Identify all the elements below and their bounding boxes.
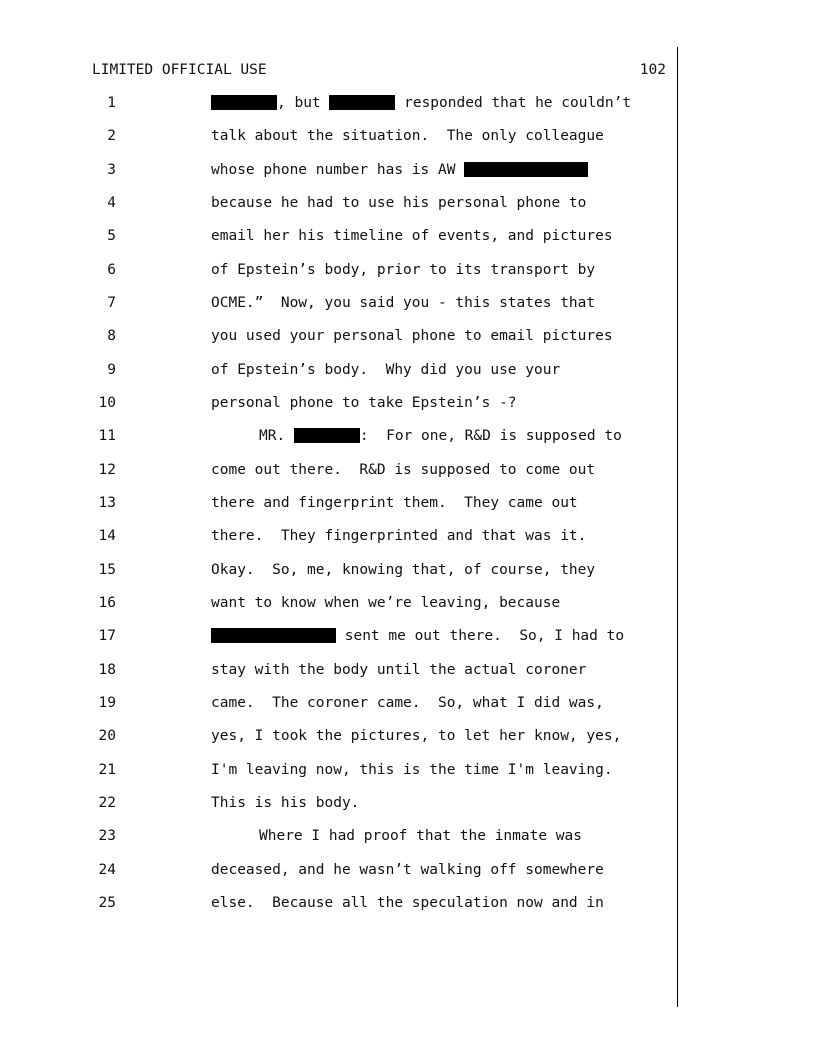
line-number: 5: [107, 228, 116, 244]
transcript-line: [0, 228, 676, 252]
redaction-block: [329, 95, 395, 110]
line-number: 9: [107, 362, 116, 378]
line-number: 11: [98, 428, 116, 444]
transcript-line: [0, 762, 676, 786]
line-text: else. Because all the speculation now and in: [211, 895, 604, 911]
transcript-line: [0, 162, 676, 186]
line-text: [259, 428, 622, 444]
text-segment: : For one, R&D is supposed to: [359, 428, 622, 444]
line-number: 19: [98, 695, 116, 711]
line-number: 12: [98, 462, 116, 478]
transcript-line: [0, 862, 676, 886]
line-text: because he had to use his personal phone to: [211, 195, 587, 211]
transcript-line: [0, 662, 676, 686]
text-segment: sent me out there. So, I had to: [336, 628, 625, 644]
line-number: 25: [98, 895, 116, 911]
line-number: 14: [98, 528, 116, 544]
line-text: [211, 628, 624, 644]
line-text: want to know when we’re leaving, because: [211, 595, 561, 611]
transcript-line: [0, 528, 676, 552]
transcript-line: [0, 895, 676, 919]
line-number: 17: [98, 628, 116, 644]
redaction-block: [211, 95, 277, 110]
right-margin-rule: [677, 47, 678, 1007]
speaker-label: MR.: [259, 428, 294, 444]
line-text: Where I had proof that the inmate was: [259, 828, 583, 844]
line-text: personal phone to take Epstein’s -?: [211, 395, 517, 411]
transcript-line: [0, 828, 676, 852]
transcript-line: [0, 262, 676, 286]
transcript-line: [0, 695, 676, 719]
line-number: 21: [98, 762, 116, 778]
transcript-line: [0, 728, 676, 752]
line-text: talk about the situation. The only colleague: [211, 128, 604, 144]
line-text: come out there. R&D is supposed to come out: [211, 462, 596, 478]
transcript-line: [0, 795, 676, 819]
line-number: 2: [107, 128, 116, 144]
line-number: 7: [107, 295, 116, 311]
line-number: 20: [98, 728, 116, 744]
line-number: 3: [107, 162, 116, 178]
transcript-line: [0, 428, 676, 452]
line-text: Okay. So, me, knowing that, of course, they: [211, 562, 596, 578]
transcript-line: [0, 628, 676, 652]
line-text: deceased, and he wasn’t walking off somewhere: [211, 862, 604, 878]
transcript-line: [0, 128, 676, 152]
transcript-line: [0, 395, 676, 419]
line-text: OCME.” Now, you said you - this states that: [211, 295, 596, 311]
line-number: 6: [107, 262, 116, 278]
line-text: there and fingerprint them. They came out: [211, 495, 578, 511]
text-segment: responded that he couldn’t: [395, 95, 632, 111]
line-number: 10: [98, 395, 116, 411]
line-text: [211, 95, 631, 111]
line-number: 22: [98, 795, 116, 811]
transcript-line: [0, 562, 676, 586]
line-text: I'm leaving now, this is the time I'm leaving.: [211, 762, 613, 778]
line-number: 1: [107, 95, 116, 111]
line-text: came. The coroner came. So, what I did was,: [211, 695, 604, 711]
line-text: of Epstein’s body. Why did you use your: [211, 362, 561, 378]
page-number: 102: [639, 62, 666, 78]
line-text: [211, 162, 588, 178]
line-text: there. They fingerprinted and that was it.: [211, 528, 587, 544]
transcript-line: [0, 462, 676, 486]
line-text: of Epstein’s body, prior to its transport by: [211, 262, 596, 278]
redaction-block: [294, 428, 360, 443]
redaction-block: [211, 628, 336, 643]
line-number: 18: [98, 662, 116, 678]
line-text: This is his body.: [211, 795, 360, 811]
line-number: 13: [98, 495, 116, 511]
line-number: 24: [98, 862, 116, 878]
line-number: 4: [107, 195, 116, 211]
redaction-block: [464, 162, 588, 177]
line-number: 16: [98, 595, 116, 611]
text-segment: , but: [277, 95, 330, 111]
transcript-line: [0, 95, 676, 119]
transcript-line: [0, 595, 676, 619]
line-text: stay with the body until the actual coroner: [211, 662, 587, 678]
transcript-line: [0, 495, 676, 519]
transcript-line: [0, 195, 676, 219]
line-text: you used your personal phone to email pictures: [211, 328, 613, 344]
line-number: 8: [107, 328, 116, 344]
transcript-line: [0, 362, 676, 386]
line-number: 15: [98, 562, 116, 578]
line-text: yes, I took the pictures, to let her know, yes,: [211, 728, 622, 744]
line-text: email her his timeline of events, and pictures: [211, 228, 613, 244]
transcript-line: [0, 328, 676, 352]
transcript-line: [0, 295, 676, 319]
text-segment: whose phone number has is AW: [211, 162, 465, 178]
line-number: 23: [98, 828, 116, 844]
classification-header: LIMITED OFFICIAL USE: [92, 62, 267, 78]
